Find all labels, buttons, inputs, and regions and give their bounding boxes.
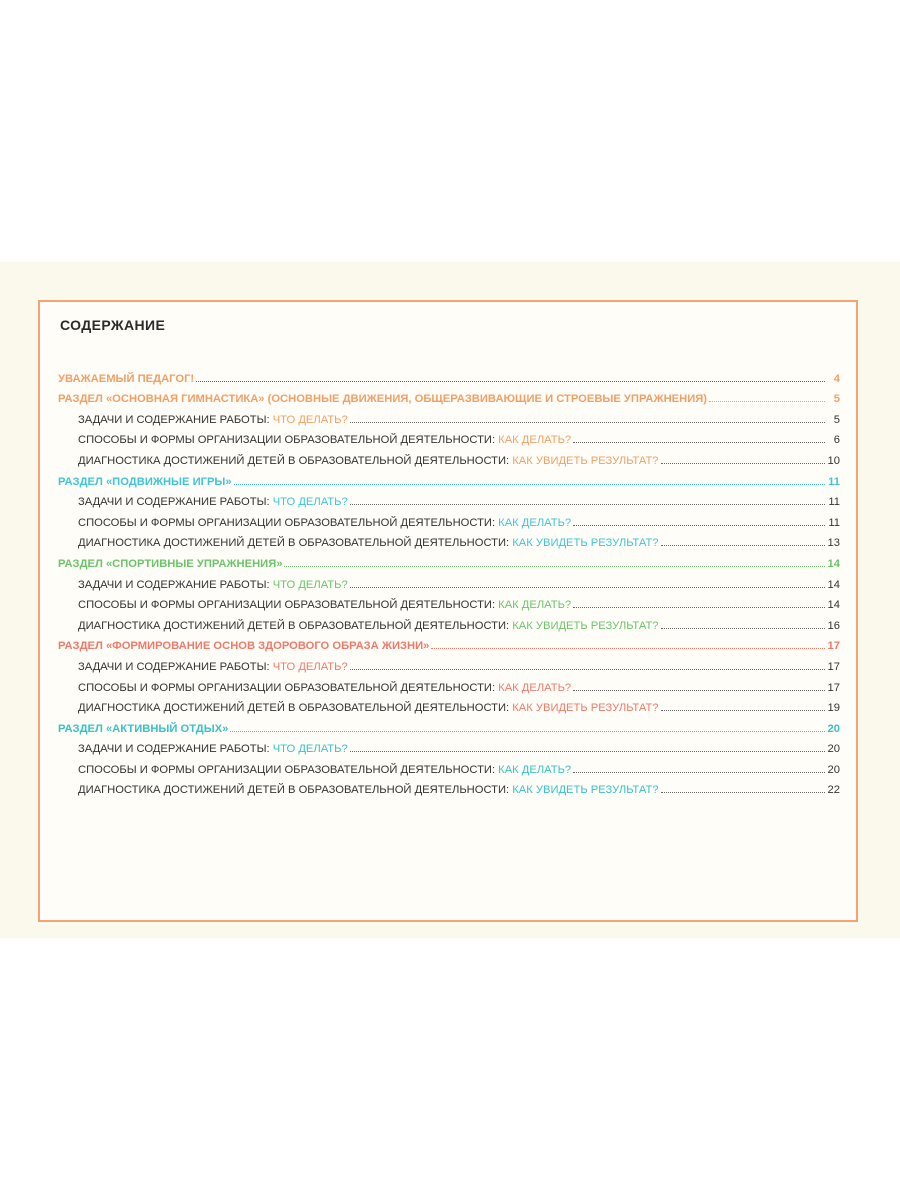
toc-subentry[interactable] (58, 755, 840, 776)
toc-page-number: 14 (827, 578, 840, 591)
dot-leader (350, 422, 825, 423)
toc-subentry[interactable] (58, 776, 840, 797)
toc-subentry-label: ЗАДАЧИ И СОДЕРЖАНИЕ РАБОТЫ: (78, 496, 270, 509)
toc-section-heading[interactable] (58, 467, 840, 488)
toc-subentry-question: ЧТО ДЕЛАТЬ? (272, 743, 348, 756)
page-title: СОДЕРЖАНИЕ (60, 317, 166, 333)
toc-subentry-question: КАК УВИДЕТЬ РЕЗУЛЬТАТ? (512, 619, 659, 632)
toc-subentry-question: ЧТО ДЕЛАТЬ? (272, 660, 348, 673)
toc-subentry-label: СПОСОБЫ И ФОРМЫ ОРГАНИЗАЦИИ ОБРАЗОВАТЕЛЬНОЙ ДЕЯТЕЛЬНОСТИ: (78, 681, 496, 694)
table-of-contents (58, 364, 840, 796)
toc-page-number: 16 (827, 619, 840, 632)
toc-subentry[interactable] (58, 735, 840, 756)
toc-page-number: 17 (827, 640, 840, 653)
toc-subentry[interactable] (58, 405, 840, 426)
toc-page-number: 5 (833, 393, 840, 406)
dot-leader (661, 545, 825, 546)
toc-section-label: РАЗДЕЛ «ОСНОВНАЯ ГИМНАСТИКА» (ОСНОВНЫЕ ДВИЖЕНИЯ, ОБЩЕРАЗВИВАЮЩИЕ И СТРОЕВЫЕ УПРАЖНЕНИЯ) (58, 393, 708, 406)
toc-subentry-question: КАК ДЕЛАТЬ? (498, 434, 572, 447)
dot-leader (573, 772, 824, 773)
toc-subentry[interactable] (58, 694, 840, 715)
toc-page-number: 11 (828, 475, 840, 488)
dot-leader (350, 587, 825, 588)
dot-leader (234, 484, 825, 485)
toc-subentry[interactable] (58, 591, 840, 612)
toc-page-number: 20 (827, 743, 840, 756)
toc-section-label: РАЗДЕЛ «ФОРМИРОВАНИЕ ОСНОВ ЗДОРОВОГО ОБРАЗА ЖИЗНИ» (58, 640, 430, 653)
toc-page-number: 14 (827, 557, 840, 570)
dot-leader (573, 690, 824, 691)
toc-subentry-label: СПОСОБЫ И ФОРМЫ ОРГАНИЗАЦИИ ОБРАЗОВАТЕЛЬНОЙ ДЕЯТЕЛЬНОСТИ: (78, 434, 496, 447)
toc-subentry-question: КАК ДЕЛАТЬ? (498, 516, 572, 529)
dot-leader (661, 463, 825, 464)
toc-subentry[interactable] (58, 570, 840, 591)
toc-page-number: 13 (827, 537, 840, 550)
toc-page-number: 20 (827, 722, 840, 735)
dot-leader (661, 628, 825, 629)
toc-subentry-question: КАК УВИДЕТЬ РЕЗУЛЬТАТ? (512, 537, 659, 550)
toc-subentry-question: КАК УВИДЕТЬ РЕЗУЛЬТАТ? (512, 454, 659, 467)
toc-page-number: 4 (833, 372, 840, 385)
dot-leader (350, 669, 825, 670)
toc-subentry-label: ЗАДАЧИ И СОДЕРЖАНИЕ РАБОТЫ: (78, 413, 270, 426)
dot-leader (196, 381, 825, 382)
toc-subentry[interactable] (58, 673, 840, 694)
toc-page-number: 11 (828, 516, 840, 529)
toc-entry-label: УВАЖАЕМЫЙ ПЕДАГОГ! (58, 372, 195, 385)
toc-subentry-label: СПОСОБЫ И ФОРМЫ ОРГАНИЗАЦИИ ОБРАЗОВАТЕЛЬНОЙ ДЕЯТЕЛЬНОСТИ: (78, 516, 496, 529)
toc-subentry-label: ДИАГНОСТИКА ДОСТИЖЕНИЙ ДЕТЕЙ В ОБРАЗОВАТЕЛЬНОЙ ДЕЯТЕЛЬНОСТИ: (78, 784, 510, 797)
toc-page-number: 5 (833, 413, 840, 426)
dot-leader (573, 607, 824, 608)
toc-subentry-question: КАК ДЕЛАТЬ? (498, 599, 572, 612)
dot-leader (284, 566, 824, 567)
toc-page-number: 17 (827, 681, 840, 694)
toc-subentry-label: ЗАДАЧИ И СОДЕРЖАНИЕ РАБОТЫ: (78, 578, 270, 591)
toc-subentry-question: ЧТО ДЕЛАТЬ? (272, 578, 348, 591)
dot-leader (573, 525, 825, 526)
toc-subentry[interactable] (58, 652, 840, 673)
toc-page-number: 22 (827, 784, 840, 797)
toc-subentry-question: КАК УВИДЕТЬ РЕЗУЛЬТАТ? (512, 702, 659, 715)
toc-subentry-label: ДИАГНОСТИКА ДОСТИЖЕНИЙ ДЕТЕЙ В ОБРАЗОВАТЕЛЬНОЙ ДЕЯТЕЛЬНОСТИ: (78, 454, 510, 467)
dot-leader (230, 731, 824, 732)
toc-subentry-question: КАК УВИДЕТЬ РЕЗУЛЬТАТ? (512, 784, 659, 797)
toc-subentry-label: ДИАГНОСТИКА ДОСТИЖЕНИЙ ДЕТЕЙ В ОБРАЗОВАТЕЛЬНОЙ ДЕЯТЕЛЬНОСТИ: (78, 702, 510, 715)
toc-subentry-question: ЧТО ДЕЛАТЬ? (272, 496, 348, 509)
toc-subentry[interactable] (58, 508, 840, 529)
toc-subentry-label: ЗАДАЧИ И СОДЕРЖАНИЕ РАБОТЫ: (78, 743, 270, 756)
toc-section-heading[interactable] (58, 385, 840, 406)
toc-section-heading[interactable] (58, 632, 840, 653)
toc-page-number: 10 (827, 454, 840, 467)
dot-leader (661, 792, 825, 793)
toc-page-number: 20 (827, 763, 840, 776)
toc-subentry-label: СПОСОБЫ И ФОРМЫ ОРГАНИЗАЦИИ ОБРАЗОВАТЕЛЬНОЙ ДЕЯТЕЛЬНОСТИ: (78, 763, 496, 776)
toc-subentry-label: ДИАГНОСТИКА ДОСТИЖЕНИЙ ДЕТЕЙ В ОБРАЗОВАТЕЛЬНОЙ ДЕЯТЕЛЬНОСТИ: (78, 537, 510, 550)
toc-subentry[interactable] (58, 611, 840, 632)
toc-subentry-label: ДИАГНОСТИКА ДОСТИЖЕНИЙ ДЕТЕЙ В ОБРАЗОВАТЕЛЬНОЙ ДЕЯТЕЛЬНОСТИ: (78, 619, 510, 632)
toc-section-heading[interactable] (58, 714, 840, 735)
toc-page-number: 11 (828, 496, 840, 509)
toc-subentry[interactable] (58, 426, 840, 447)
toc-page-number: 19 (827, 702, 840, 715)
toc-section-label: РАЗДЕЛ «СПОРТИВНЫЕ УПРАЖНЕНИЯ» (58, 557, 283, 570)
toc-section-heading[interactable] (58, 549, 840, 570)
dot-leader (709, 401, 825, 402)
dot-leader (350, 751, 825, 752)
toc-page-number: 14 (827, 599, 840, 612)
toc-sections (58, 385, 840, 797)
toc-subentry-label: СПОСОБЫ И ФОРМЫ ОРГАНИЗАЦИИ ОБРАЗОВАТЕЛЬНОЙ ДЕЯТЕЛЬНОСТИ: (78, 599, 496, 612)
dot-leader (661, 710, 825, 711)
dot-leader (573, 442, 825, 443)
toc-page-number: 6 (833, 434, 840, 447)
toc-entry-intro[interactable] (58, 364, 840, 385)
toc-page-number: 17 (827, 660, 840, 673)
toc-subentry-question: ЧТО ДЕЛАТЬ? (272, 413, 348, 426)
dot-leader (350, 504, 825, 505)
toc-subentry[interactable] (58, 488, 840, 509)
toc-subentry[interactable] (58, 446, 840, 467)
dot-leader (431, 648, 824, 649)
toc-section-label: РАЗДЕЛ «ПОДВИЖНЫЕ ИГРЫ» (58, 475, 232, 488)
toc-section-label: РАЗДЕЛ «АКТИВНЫЙ ОТДЫХ» (58, 722, 229, 735)
toc-subentry-question: КАК ДЕЛАТЬ? (498, 681, 572, 694)
toc-subentry-label: ЗАДАЧИ И СОДЕРЖАНИЕ РАБОТЫ: (78, 660, 270, 673)
toc-subentry[interactable] (58, 529, 840, 550)
toc-subentry-question: КАК ДЕЛАТЬ? (498, 763, 572, 776)
